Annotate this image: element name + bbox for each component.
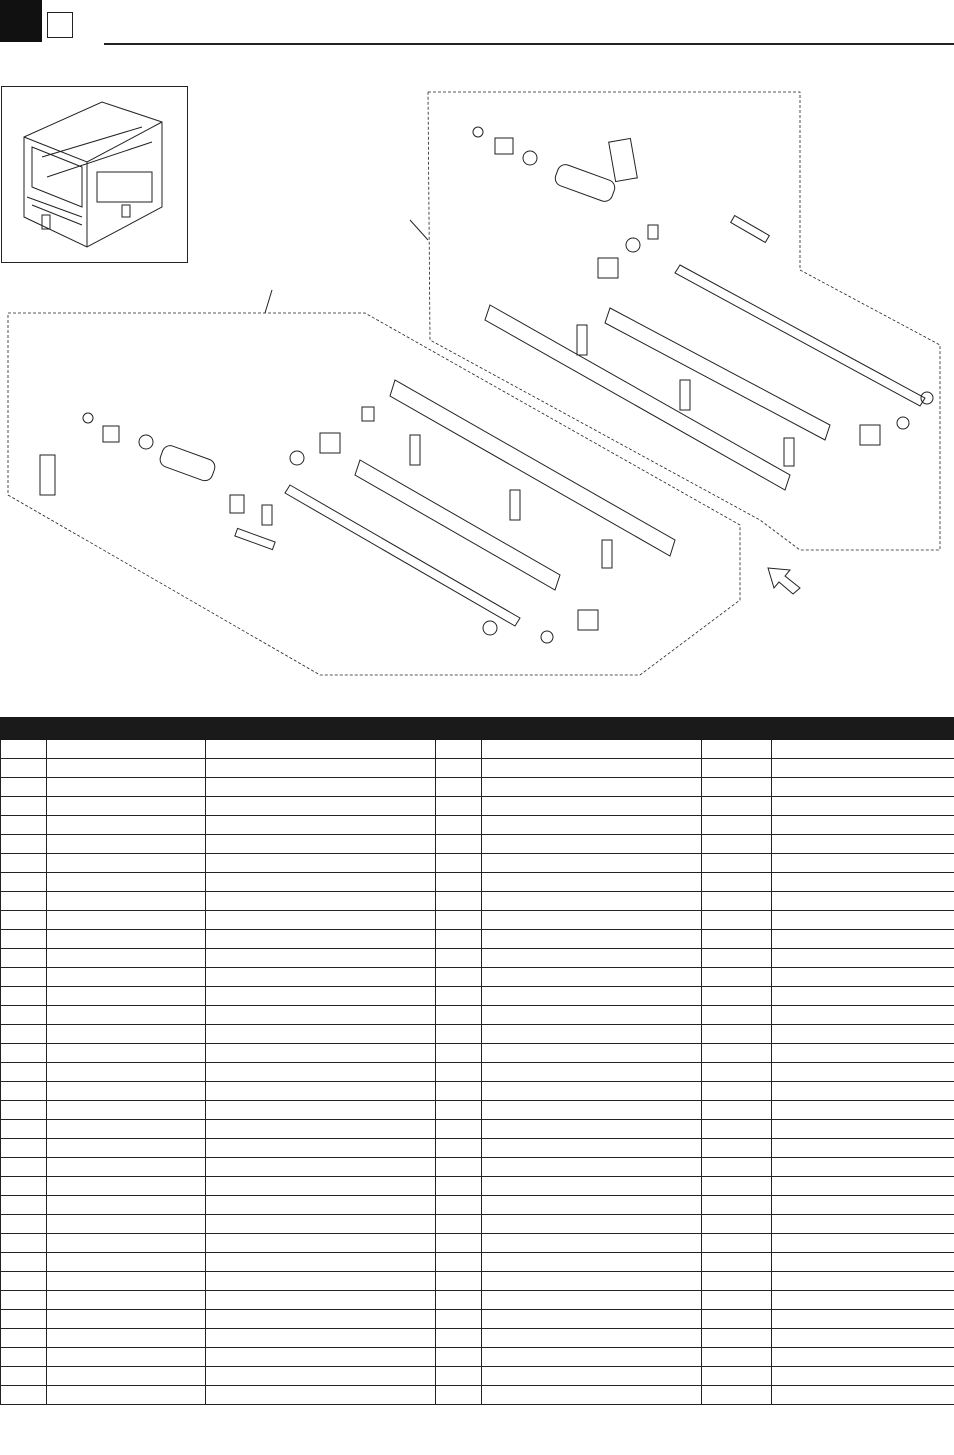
header-cell — [772, 718, 954, 740]
table-cell — [1, 1025, 47, 1044]
table-row — [1, 1082, 954, 1101]
table-body — [1, 740, 954, 1405]
table-cell — [436, 1253, 482, 1272]
table-cell — [482, 1158, 702, 1177]
table-cell — [1, 816, 47, 835]
table-cell — [1, 1006, 47, 1025]
table-cell — [47, 1291, 206, 1310]
table-cell — [772, 873, 954, 892]
table-cell — [206, 1158, 436, 1177]
table-cell — [482, 873, 702, 892]
table-row — [1, 740, 954, 759]
table-cell — [206, 740, 436, 759]
table-cell — [206, 1063, 436, 1082]
table-cell — [702, 1386, 772, 1405]
table-row — [1, 873, 954, 892]
table-cell — [702, 968, 772, 987]
table-cell — [1, 987, 47, 1006]
header-cell — [47, 718, 206, 740]
table-cell — [1, 1367, 47, 1386]
table-cell — [47, 1215, 206, 1234]
table-cell — [206, 1329, 436, 1348]
table-cell — [702, 854, 772, 873]
header-cell — [482, 718, 702, 740]
table-cell — [47, 835, 206, 854]
table-cell — [1, 1234, 47, 1253]
table-cell — [47, 1044, 206, 1063]
table-cell — [702, 1272, 772, 1291]
table-cell — [772, 778, 954, 797]
table-cell — [772, 1063, 954, 1082]
table-cell — [772, 1386, 954, 1405]
table-row — [1, 759, 954, 778]
table-cell — [206, 1177, 436, 1196]
table-cell — [702, 1215, 772, 1234]
table-cell — [206, 854, 436, 873]
table-cell — [436, 1177, 482, 1196]
table-cell — [206, 1044, 436, 1063]
table-cell — [702, 949, 772, 968]
table-row — [1, 1234, 954, 1253]
table-cell — [206, 1367, 436, 1386]
table-cell — [47, 1367, 206, 1386]
table-cell — [436, 1044, 482, 1063]
table-cell — [702, 1101, 772, 1120]
table-cell — [47, 1310, 206, 1329]
table-cell — [772, 911, 954, 930]
table-cell — [772, 1348, 954, 1367]
table-cell — [702, 873, 772, 892]
table-cell — [206, 1196, 436, 1215]
table-cell — [206, 778, 436, 797]
table-cell — [482, 1044, 702, 1063]
table-cell — [482, 797, 702, 816]
table-cell — [206, 1139, 436, 1158]
table-cell — [772, 949, 954, 968]
table-cell — [206, 1006, 436, 1025]
table-row — [1, 1329, 954, 1348]
table-cell — [1, 1177, 47, 1196]
table-cell — [702, 759, 772, 778]
table-cell — [772, 1006, 954, 1025]
table-cell — [772, 835, 954, 854]
table-cell — [482, 1348, 702, 1367]
table-cell — [436, 1196, 482, 1215]
table-cell — [436, 911, 482, 930]
table-cell — [206, 930, 436, 949]
table-cell — [482, 911, 702, 930]
table-cell — [772, 797, 954, 816]
table-cell — [436, 1158, 482, 1177]
table-cell — [436, 797, 482, 816]
table-cell — [702, 1291, 772, 1310]
table-cell — [1, 797, 47, 816]
table-cell — [47, 1196, 206, 1215]
table-cell — [47, 987, 206, 1006]
table-row — [1, 1291, 954, 1310]
table-cell — [1, 759, 47, 778]
table-row — [1, 835, 954, 854]
table-cell — [772, 968, 954, 987]
table-cell — [206, 1215, 436, 1234]
table-cell — [772, 1310, 954, 1329]
table-cell — [772, 1082, 954, 1101]
table-cell — [702, 1348, 772, 1367]
table-cell — [436, 968, 482, 987]
table-cell — [772, 892, 954, 911]
table-cell — [1, 930, 47, 949]
header-cell — [1, 718, 47, 740]
table-cell — [206, 797, 436, 816]
table-cell — [482, 1120, 702, 1139]
table-cell — [1, 1120, 47, 1139]
table-cell — [702, 1177, 772, 1196]
table-cell — [47, 1329, 206, 1348]
table-cell — [702, 1082, 772, 1101]
table-cell — [436, 930, 482, 949]
table-cell — [702, 987, 772, 1006]
table-cell — [482, 1101, 702, 1120]
table-cell — [47, 854, 206, 873]
table-cell — [206, 892, 436, 911]
table-cell — [772, 759, 954, 778]
table-cell — [482, 987, 702, 1006]
table-cell — [482, 1082, 702, 1101]
table-cell — [702, 892, 772, 911]
table-cell — [47, 1253, 206, 1272]
table-cell — [47, 949, 206, 968]
table-cell — [482, 949, 702, 968]
table-cell — [702, 1006, 772, 1025]
table-cell — [482, 740, 702, 759]
table-cell — [482, 930, 702, 949]
table-cell — [482, 1310, 702, 1329]
table-cell — [1, 873, 47, 892]
table-row — [1, 1139, 954, 1158]
table-cell — [436, 1120, 482, 1139]
table-cell — [47, 1177, 206, 1196]
table-cell — [1, 1158, 47, 1177]
table-cell — [436, 1386, 482, 1405]
table-cell — [206, 1025, 436, 1044]
table-cell — [1, 1291, 47, 1310]
table-row — [1, 1101, 954, 1120]
table-cell — [47, 816, 206, 835]
table-row — [1, 1177, 954, 1196]
table-cell — [47, 1139, 206, 1158]
table-cell — [436, 1063, 482, 1082]
table-cell — [702, 1367, 772, 1386]
table-cell — [1, 1329, 47, 1348]
header-cell — [206, 718, 436, 740]
table-cell — [482, 1272, 702, 1291]
table-cell — [772, 930, 954, 949]
table-cell — [206, 1272, 436, 1291]
table-cell — [47, 930, 206, 949]
table-cell — [772, 1253, 954, 1272]
table-cell — [47, 1348, 206, 1367]
table-cell — [206, 968, 436, 987]
table-cell — [482, 1253, 702, 1272]
table-cell — [772, 1025, 954, 1044]
table-cell — [206, 816, 436, 835]
table-cell — [1, 1139, 47, 1158]
table-row — [1, 1120, 954, 1139]
table-cell — [482, 1215, 702, 1234]
table-cell — [436, 1082, 482, 1101]
parts-list-table — [0, 717, 954, 1405]
table-row — [1, 1253, 954, 1272]
table-header-row — [1, 718, 954, 740]
table-cell — [702, 1063, 772, 1082]
table-row — [1, 911, 954, 930]
table-cell — [436, 1234, 482, 1253]
table-row — [1, 987, 954, 1006]
table-cell — [482, 1386, 702, 1405]
table-cell — [482, 1367, 702, 1386]
exploded-parts-diagram — [0, 80, 954, 680]
table-cell — [772, 1044, 954, 1063]
table-cell — [482, 835, 702, 854]
table-cell — [482, 1025, 702, 1044]
table-cell — [772, 1215, 954, 1234]
table-cell — [702, 1044, 772, 1063]
table-cell — [1, 892, 47, 911]
table-cell — [206, 949, 436, 968]
table-cell — [772, 1291, 954, 1310]
table-cell — [1, 1082, 47, 1101]
table-cell — [772, 1177, 954, 1196]
table-cell — [1, 1196, 47, 1215]
section-marker-block — [0, 0, 42, 42]
table-cell — [702, 911, 772, 930]
table-cell — [1, 1063, 47, 1082]
table-cell — [1, 1101, 47, 1120]
table-cell — [47, 1234, 206, 1253]
table-cell — [702, 930, 772, 949]
table-cell — [702, 816, 772, 835]
table-cell — [47, 1158, 206, 1177]
table-row — [1, 1367, 954, 1386]
table-cell — [436, 740, 482, 759]
table-cell — [482, 854, 702, 873]
table-cell — [206, 1291, 436, 1310]
table-cell — [482, 1291, 702, 1310]
table-cell — [436, 854, 482, 873]
table-cell — [436, 1329, 482, 1348]
table-row — [1, 854, 954, 873]
table-cell — [702, 1139, 772, 1158]
table-cell — [482, 1329, 702, 1348]
table-cell — [1, 778, 47, 797]
table-row — [1, 1386, 954, 1405]
table-cell — [436, 1348, 482, 1367]
table-cell — [436, 1215, 482, 1234]
table-row — [1, 816, 954, 835]
table-row — [1, 1196, 954, 1215]
table-cell — [436, 1139, 482, 1158]
table-row — [1, 892, 954, 911]
table-cell — [772, 1272, 954, 1291]
table-cell — [47, 892, 206, 911]
table-row — [1, 1063, 954, 1082]
table-cell — [206, 1082, 436, 1101]
table-cell — [206, 873, 436, 892]
header-cell — [436, 718, 482, 740]
table-row — [1, 1272, 954, 1291]
table-cell — [482, 1234, 702, 1253]
table-cell — [1, 911, 47, 930]
table-cell — [702, 778, 772, 797]
table-cell — [482, 1139, 702, 1158]
table-cell — [206, 911, 436, 930]
table-cell — [47, 740, 206, 759]
header-rule — [104, 43, 954, 45]
table-cell — [702, 835, 772, 854]
table-cell — [1, 1044, 47, 1063]
section-number-box — [47, 12, 73, 38]
table-cell — [702, 1158, 772, 1177]
table-row — [1, 778, 954, 797]
table-cell — [482, 759, 702, 778]
table-cell — [702, 797, 772, 816]
table-cell — [47, 1006, 206, 1025]
table-cell — [206, 1234, 436, 1253]
table-cell — [47, 1386, 206, 1405]
table-cell — [1, 1272, 47, 1291]
table-cell — [482, 968, 702, 987]
table-cell — [47, 1082, 206, 1101]
table-cell — [702, 1120, 772, 1139]
table-cell — [772, 987, 954, 1006]
table-cell — [436, 1291, 482, 1310]
table-cell — [772, 1196, 954, 1215]
table-cell — [436, 873, 482, 892]
table-row — [1, 1158, 954, 1177]
table-cell — [47, 911, 206, 930]
table-cell — [206, 1253, 436, 1272]
table-cell — [47, 1101, 206, 1120]
table-cell — [1, 949, 47, 968]
table-cell — [47, 1025, 206, 1044]
table-cell — [436, 949, 482, 968]
table-cell — [772, 1158, 954, 1177]
table-cell — [772, 1101, 954, 1120]
table-cell — [1, 1386, 47, 1405]
table-cell — [482, 1177, 702, 1196]
table-cell — [436, 1310, 482, 1329]
table-cell — [702, 1310, 772, 1329]
table-row — [1, 930, 954, 949]
table-cell — [206, 835, 436, 854]
table-cell — [436, 892, 482, 911]
table-cell — [482, 1063, 702, 1082]
table-row — [1, 1348, 954, 1367]
table-cell — [47, 1272, 206, 1291]
table-cell — [1, 1215, 47, 1234]
table-cell — [772, 854, 954, 873]
table-cell — [482, 1006, 702, 1025]
table-cell — [482, 1196, 702, 1215]
table-cell — [1, 854, 47, 873]
direction-arrow-icon — [768, 568, 800, 594]
table-cell — [206, 987, 436, 1006]
table-row — [1, 1310, 954, 1329]
table-cell — [772, 1120, 954, 1139]
header-cell — [702, 718, 772, 740]
table-cell — [702, 1234, 772, 1253]
table-cell — [206, 1386, 436, 1405]
table-cell — [436, 835, 482, 854]
table-cell — [436, 1367, 482, 1386]
table-cell — [436, 1006, 482, 1025]
table-cell — [702, 1253, 772, 1272]
table-cell — [436, 1025, 482, 1044]
table-cell — [206, 759, 436, 778]
table-row — [1, 968, 954, 987]
table-cell — [47, 797, 206, 816]
table-cell — [436, 1272, 482, 1291]
table-cell — [206, 1120, 436, 1139]
table-cell — [1, 1253, 47, 1272]
table-cell — [772, 1234, 954, 1253]
table-row — [1, 797, 954, 816]
table-cell — [436, 987, 482, 1006]
table-cell — [772, 740, 954, 759]
table-cell — [772, 1367, 954, 1386]
table-cell — [1, 968, 47, 987]
table-row — [1, 949, 954, 968]
table-cell — [1, 740, 47, 759]
table-cell — [702, 1329, 772, 1348]
table-cell — [206, 1101, 436, 1120]
table-cell — [772, 816, 954, 835]
table-cell — [1, 835, 47, 854]
table-cell — [47, 759, 206, 778]
table-cell — [772, 1329, 954, 1348]
table-cell — [47, 778, 206, 797]
table-cell — [482, 778, 702, 797]
table-cell — [436, 759, 482, 778]
table-cell — [436, 1101, 482, 1120]
table-row — [1, 1006, 954, 1025]
table-cell — [436, 816, 482, 835]
table-cell — [47, 1120, 206, 1139]
table-cell — [47, 968, 206, 987]
table-cell — [482, 892, 702, 911]
table-row — [1, 1025, 954, 1044]
table-cell — [47, 873, 206, 892]
table-cell — [1, 1348, 47, 1367]
table-cell — [436, 778, 482, 797]
table-cell — [702, 1025, 772, 1044]
table-cell — [47, 1063, 206, 1082]
table-row — [1, 1215, 954, 1234]
table-cell — [702, 1196, 772, 1215]
table-cell — [772, 1139, 954, 1158]
table-cell — [1, 1310, 47, 1329]
table-row — [1, 1044, 954, 1063]
table-cell — [702, 740, 772, 759]
table-cell — [206, 1310, 436, 1329]
table-cell — [206, 1348, 436, 1367]
table-cell — [482, 816, 702, 835]
